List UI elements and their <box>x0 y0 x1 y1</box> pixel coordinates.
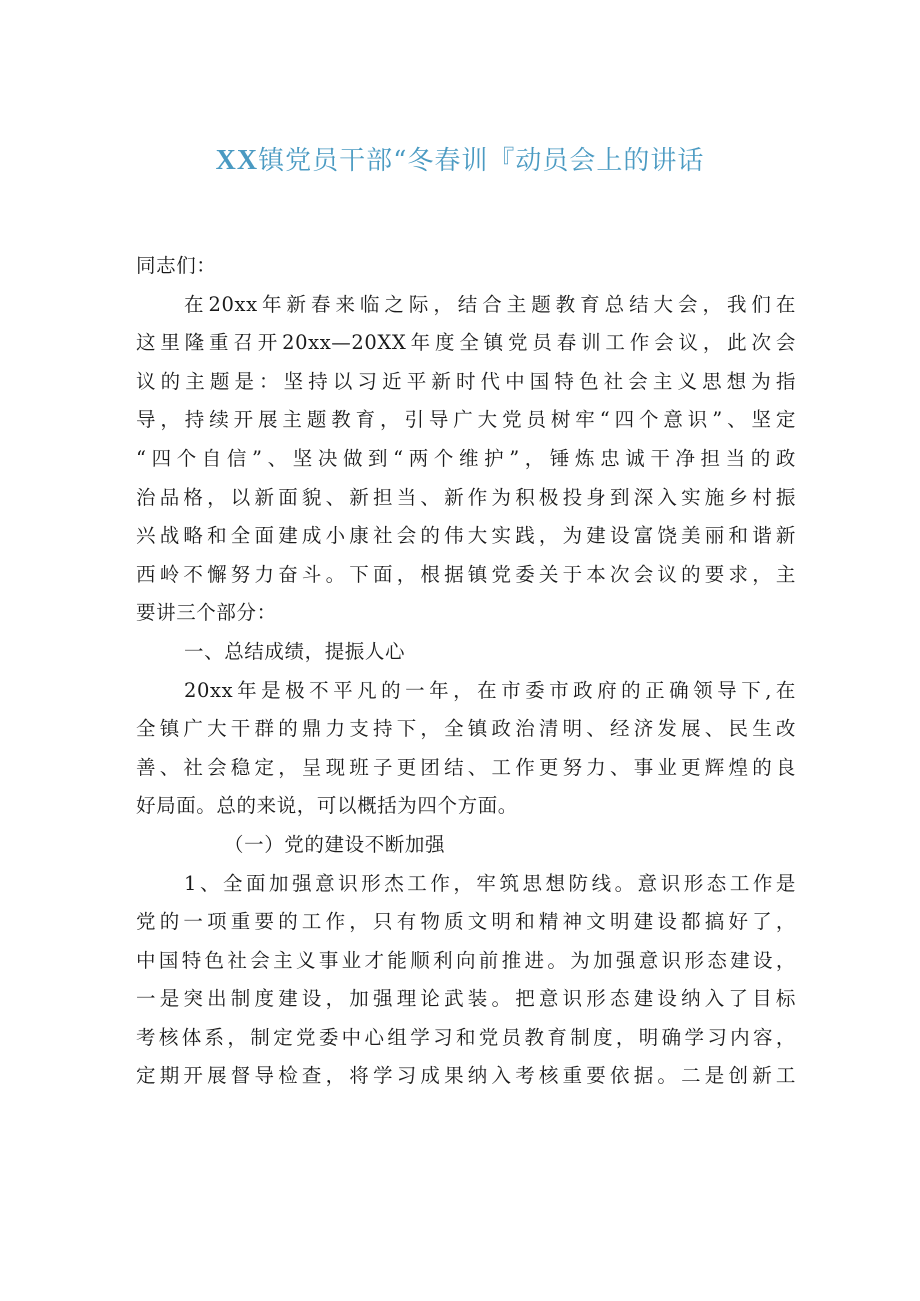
paragraph-line: 定期开展督导检查，将学习成果纳入考核重要依据。二是创新工 <box>136 1064 796 1088</box>
paragraph-line: 善、社会稳定，呈现班子更团结、工作更努力、事业更辉煌的良 <box>136 755 796 779</box>
subsection-heading: （一）党的建设不断加强 <box>224 832 446 856</box>
paragraph-line: 治品格，以新面貌、新担当、新作为积极投身到深入实施乡村振 <box>136 485 796 509</box>
paragraph-line: 要讲三个部分： <box>136 601 277 625</box>
paragraph-line: “四个自信”、坚决做到“两个维护”，锤炼忠诚干净担当的政 <box>136 446 796 470</box>
document-title <box>0 140 920 177</box>
document-body <box>136 247 796 1096</box>
paragraph-line: 兴战略和全面建成小康社会的伟大实践，为建设富饶美丽和谐新 <box>136 524 796 548</box>
paragraph-line: 中国特色社会主义事业才能顺利向前推进。为加强意识形态建设， <box>136 948 796 972</box>
paragraph-line: 好局面。总的来说，可以概括为四个方面。 <box>136 794 518 818</box>
paragraph-line: 在20xx年新春来临之际，结合主题教育总结大会，我们在 <box>184 292 796 316</box>
paragraph-line: 全镇广大干群的鼎力支持下，全镇政治清明、经济发展、民生改 <box>136 717 796 741</box>
paragraph-line: 导，持续开展主题教育，引导广大党员树牢“四个意识”、坚定 <box>136 408 796 432</box>
section-heading: 一、总结成绩，提振人心 <box>184 639 406 663</box>
paragraph-line: 1、全面加强意识形杰工作，牢筑思想防线。意识形态工作是 <box>184 871 796 895</box>
paragraph-line: 这里隆重召开20xx—20XX年度全镇党员春训工作会议，此次会 <box>136 331 796 355</box>
paragraph-line: 西岭不懈努力奋斗。下面，根据镇党委关于本次会议的要求，主 <box>136 562 796 586</box>
paragraph-line: 党的一项重要的工作，只有物质文明和精神文明建设都搞好了， <box>136 910 796 934</box>
paragraph-line: 一是突出制度建设，加强理论武装。把意识形态建设纳入了目标 <box>136 987 796 1011</box>
paragraph-line: 20xx年是极不平凡的一年，在市委市政府的正确领导下,在 <box>184 678 796 702</box>
title-prefix: XX <box>215 145 259 176</box>
salutation: 同志们： <box>136 254 217 277</box>
paragraph-line: 议的主题是：坚持以习近平新时代中国特色社会主义思想为指 <box>136 369 796 393</box>
title-text: 镇党员干部“冬春训『动员会上的讲话 <box>258 146 705 176</box>
paragraph-line: 考核体系，制定党委中心组学习和党员教育制度，明确学习内容， <box>136 1025 796 1049</box>
